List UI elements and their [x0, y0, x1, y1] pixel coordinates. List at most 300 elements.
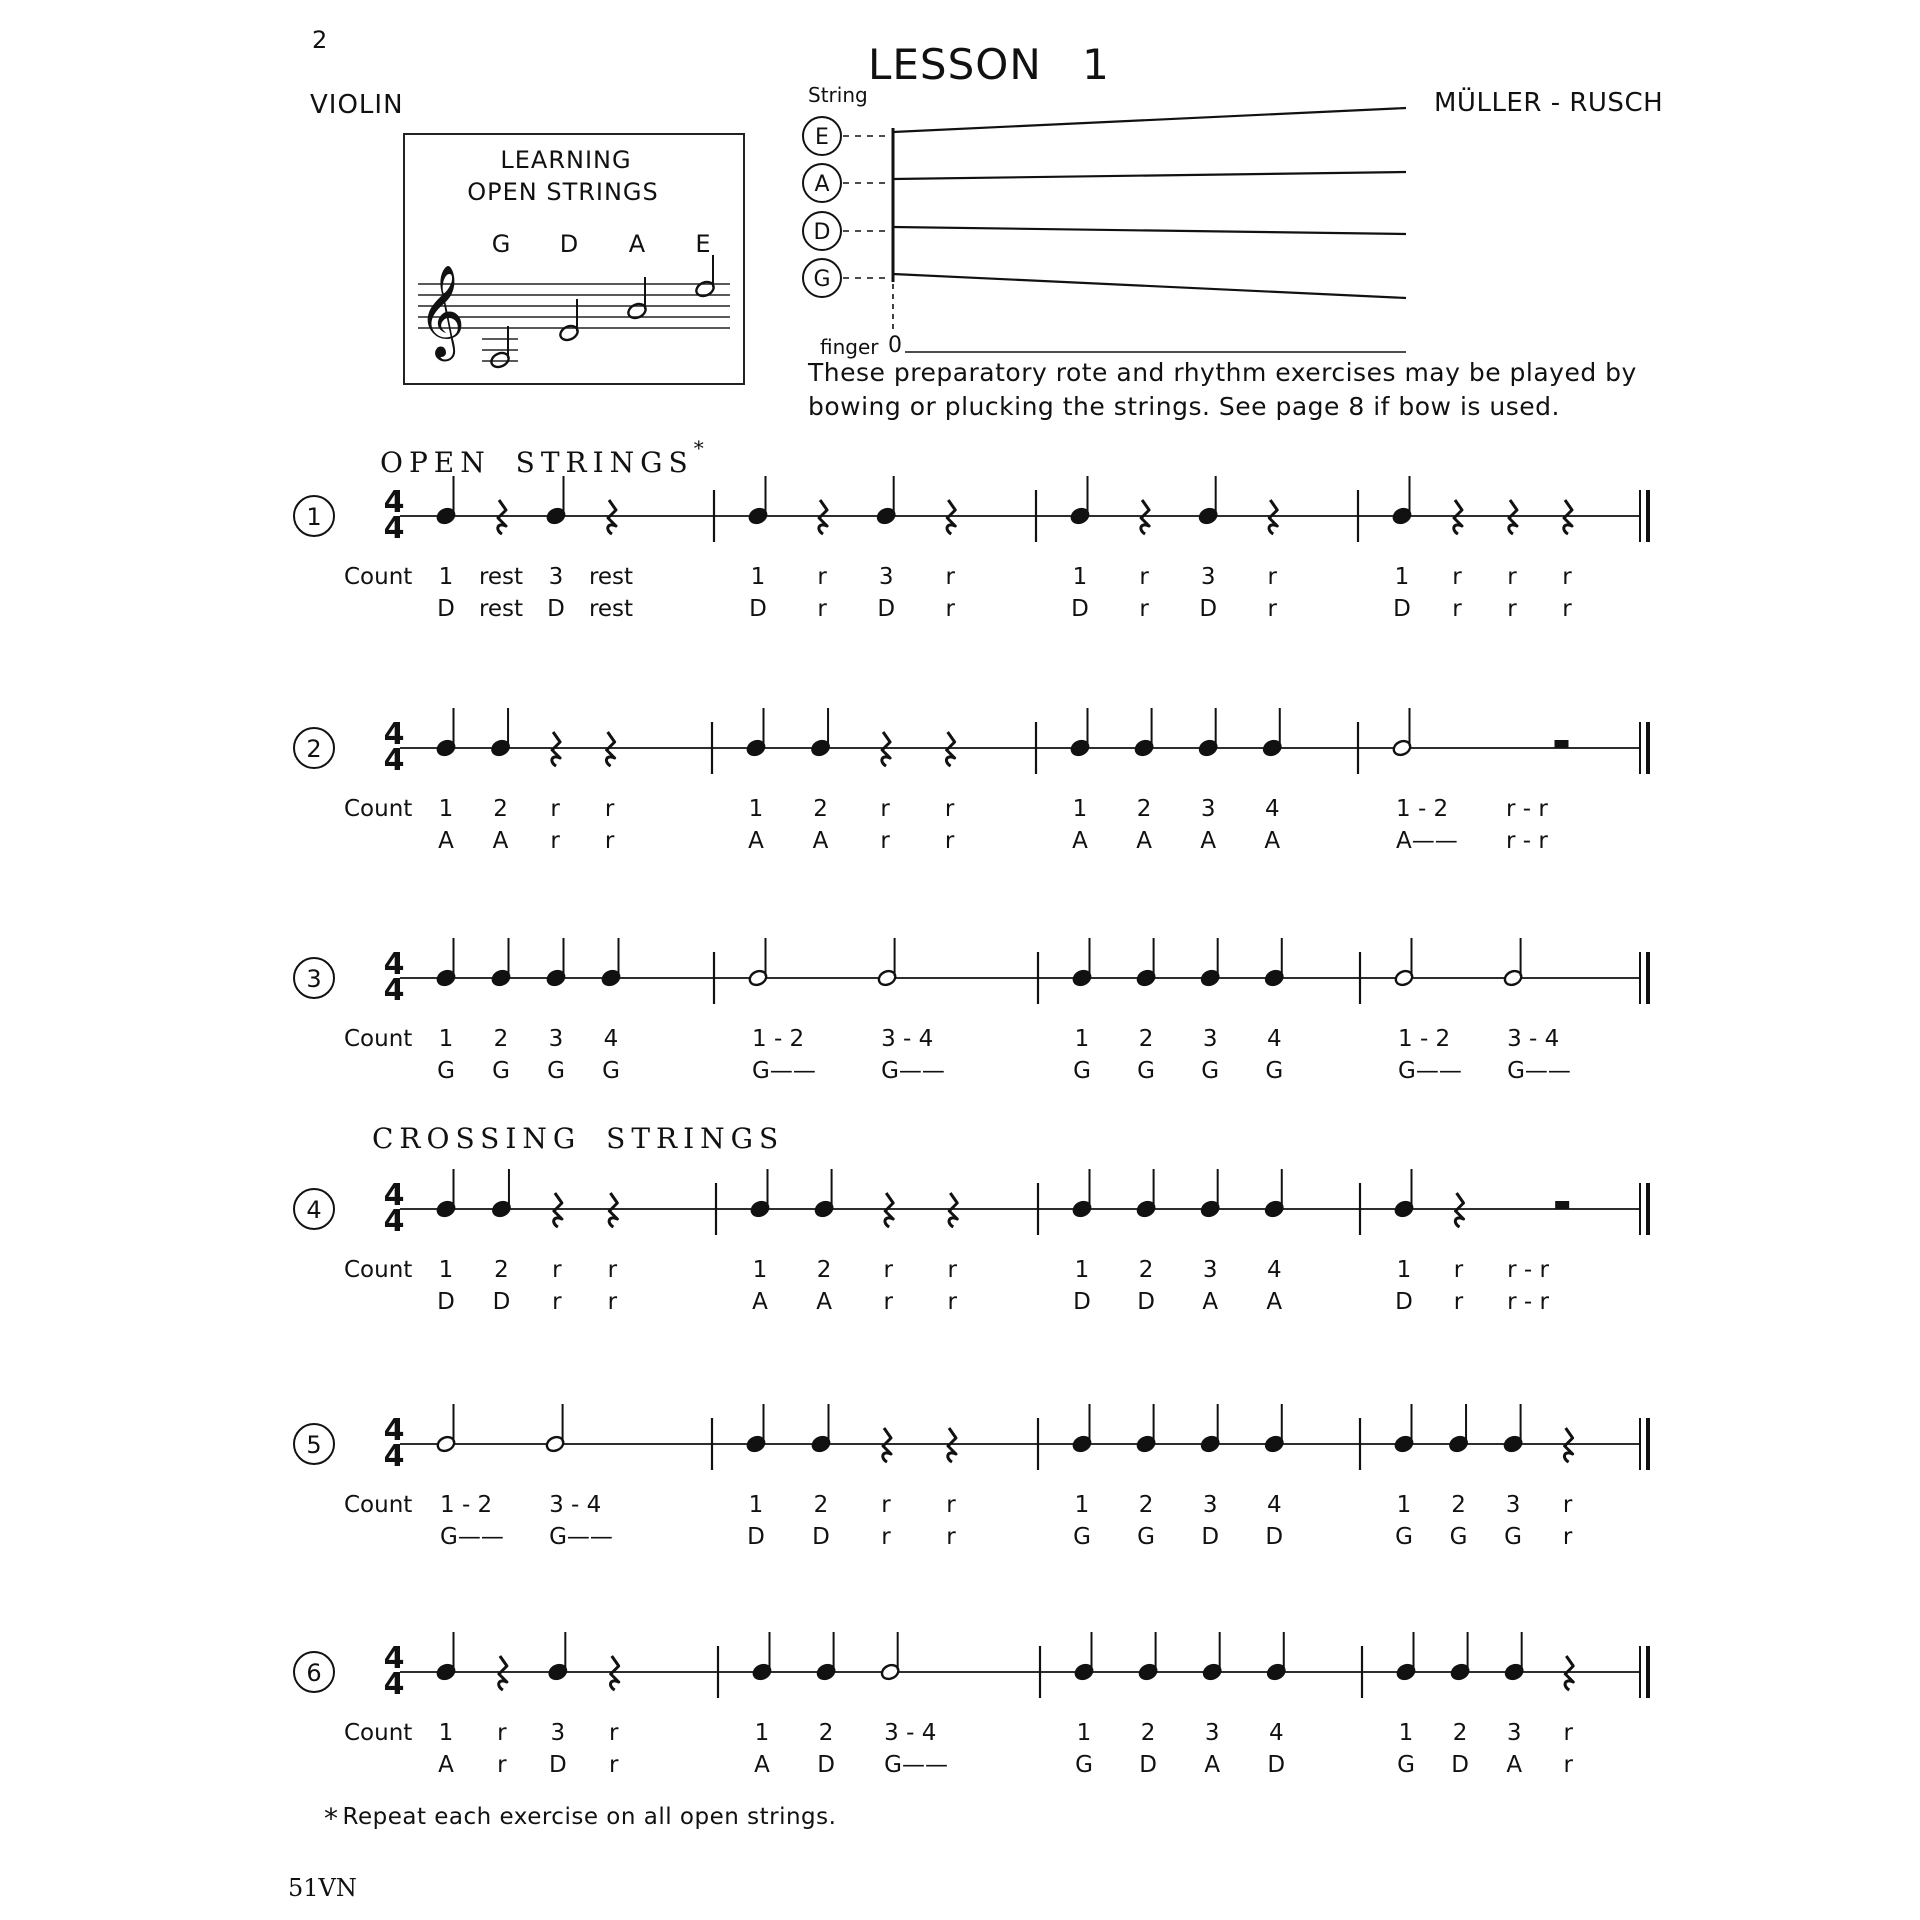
exercise-number: 5: [306, 1431, 322, 1459]
quarter-rest-icon: [948, 1428, 956, 1462]
count-label: Count: [344, 1492, 413, 1518]
string-value: G——: [881, 1058, 945, 1084]
quarter-rest-icon: [885, 1193, 893, 1227]
count-value: r: [944, 796, 955, 822]
count-value: 3: [1202, 1026, 1218, 1052]
count-value: 2: [816, 1257, 832, 1283]
count-value: 1: [1072, 564, 1088, 590]
time-signature-top: 4: [383, 1178, 405, 1213]
string-value: A: [748, 828, 764, 854]
quarter-note-icon: [1266, 1632, 1287, 1681]
learning-note-name: G: [491, 230, 511, 258]
quarter-note-icon: [810, 708, 831, 757]
quarter-note-icon: [1200, 1169, 1221, 1218]
count-value: 3: [550, 1720, 566, 1746]
count-value: 3: [1200, 796, 1216, 822]
exercise-number-circle: [294, 496, 334, 536]
exercise-number: 1: [306, 503, 322, 531]
half-note-icon: [748, 938, 769, 987]
count-value: r: [550, 796, 560, 822]
string-value: r: [1563, 1752, 1574, 1778]
quarter-note-icon: [1504, 1632, 1525, 1681]
count-value: 3: [1204, 1720, 1220, 1746]
string-name: E: [815, 125, 829, 150]
count-value: 1 - 2: [752, 1026, 805, 1052]
string-value: G: [547, 1058, 565, 1084]
quarter-note-icon: [752, 1632, 773, 1681]
count-value: 1: [1074, 1026, 1090, 1052]
quarter-note-icon: [491, 938, 512, 987]
quarter-note-icon: [436, 1169, 457, 1218]
exercise-row: [294, 1404, 1648, 1550]
string-value: D: [817, 1752, 835, 1778]
finger-number: 0: [888, 333, 902, 358]
whole-note-icon: [558, 299, 580, 343]
count-value: r: [947, 1257, 958, 1283]
count-value: r: [497, 1720, 507, 1746]
quarter-note-icon: [748, 476, 769, 525]
string-value: rest: [588, 596, 634, 622]
count-value: 1: [748, 796, 764, 822]
learning-box-title-2: OPEN STRINGS: [467, 178, 659, 206]
count-value: 3 - 4: [884, 1720, 937, 1746]
exercise-number-circle: [294, 728, 334, 768]
string-name: D: [813, 220, 831, 245]
string-value: D: [548, 1752, 567, 1778]
quarter-note-icon: [1450, 1632, 1471, 1681]
string-value: A: [1264, 828, 1281, 854]
quarter-rest-icon: [606, 732, 614, 766]
string-value: A: [754, 1752, 770, 1778]
string-value: G: [1265, 1058, 1284, 1084]
count-label: Count: [344, 1026, 413, 1052]
string-name: A: [814, 172, 830, 197]
quarter-note-icon: [1198, 476, 1219, 525]
exercise-number: 2: [306, 735, 322, 763]
string-value: r: [1562, 596, 1572, 622]
count-value: 1: [752, 1257, 768, 1283]
string-value: r: [883, 1289, 893, 1315]
exercise-row: [294, 476, 1648, 622]
count-value: r: [880, 796, 890, 822]
count-value: r: [1507, 564, 1517, 590]
string-value: r: [550, 828, 560, 854]
count-value: 4: [1264, 796, 1280, 822]
quarter-rest-icon: [1455, 1193, 1463, 1227]
quarter-rest-icon: [554, 1193, 562, 1227]
quarter-rest-icon: [947, 500, 955, 534]
whole-note-icon: [694, 255, 716, 299]
string-value: G: [1137, 1524, 1156, 1550]
string-value: r: [947, 1289, 958, 1315]
quarter-note-icon: [1072, 1404, 1093, 1453]
string-value: D: [1265, 1524, 1284, 1550]
intro-note: [808, 356, 1637, 424]
quarter-note-icon: [436, 1632, 457, 1681]
count-value: 1: [438, 1257, 454, 1283]
quarter-note-icon: [1264, 938, 1285, 987]
string-value: r: [946, 1524, 956, 1550]
count-value: 1: [754, 1720, 770, 1746]
footnote-marker: *: [324, 1802, 339, 1835]
count-value: 2: [493, 1026, 509, 1052]
count-value: 1: [748, 1492, 764, 1518]
string-value: D: [1267, 1752, 1286, 1778]
count-value: r: [881, 1492, 891, 1518]
quarter-note-icon: [1448, 1404, 1469, 1453]
time-signature-top: 4: [383, 1413, 405, 1448]
string-line: [893, 172, 1406, 179]
count-value: 1: [1074, 1492, 1090, 1518]
quarter-note-icon: [1072, 938, 1093, 987]
quarter-rest-icon: [946, 732, 954, 766]
string-name: G: [813, 267, 831, 292]
count-value: 1 - 2: [1396, 796, 1449, 822]
count-value: 4: [1266, 1257, 1282, 1283]
string-value: r: [1562, 1524, 1573, 1550]
string-value: A: [1202, 1289, 1219, 1315]
count-value: 2: [818, 1720, 834, 1746]
string-value: A: [1204, 1752, 1221, 1778]
quarter-note-icon: [1202, 1632, 1223, 1681]
string-value: r: [1453, 1289, 1464, 1315]
count-value: 1: [1076, 1720, 1092, 1746]
quarter-rest-icon: [552, 732, 560, 766]
quarter-note-icon: [816, 1632, 837, 1681]
string-value: A: [492, 828, 509, 854]
string-value: r: [497, 1752, 507, 1778]
time-signature-bottom: 4: [383, 1439, 405, 1474]
string-line: [893, 108, 1406, 132]
quarter-note-icon: [1396, 1632, 1417, 1681]
half-rest-icon: [1555, 740, 1569, 748]
quarter-note-icon: [1138, 1632, 1159, 1681]
string-value: D: [547, 596, 565, 622]
quarter-note-icon: [1136, 1404, 1157, 1453]
quarter-note-icon: [1262, 708, 1283, 757]
string-value: r: [1267, 596, 1278, 622]
string-value: r: [1139, 596, 1149, 622]
quarter-note-icon: [1070, 476, 1091, 525]
count-value: 2: [1138, 1026, 1154, 1052]
quarter-note-icon: [746, 708, 767, 757]
string-value: G: [1504, 1524, 1523, 1550]
count-value: r: [1453, 1257, 1464, 1283]
exercise-number: 4: [306, 1196, 322, 1224]
quarter-note-icon: [1136, 938, 1157, 987]
quarter-note-icon: [1264, 1404, 1285, 1453]
count-value: r: [1562, 564, 1572, 590]
count-value: r: [608, 1720, 619, 1746]
count-value: r - r: [1507, 1257, 1549, 1283]
string-line: [893, 227, 1406, 234]
count-value: 1: [1072, 796, 1088, 822]
count-value: r: [1139, 564, 1149, 590]
count-label: Count: [344, 796, 413, 822]
time-signature-bottom: 4: [383, 1667, 405, 1702]
quarter-note-icon: [1136, 1169, 1157, 1218]
count-value: r: [607, 1257, 618, 1283]
string-value: rest: [478, 596, 524, 622]
page-number: 2: [312, 26, 328, 54]
string-value: A: [812, 828, 829, 854]
quarter-rest-icon: [1564, 500, 1572, 534]
count-value: 4: [1266, 1492, 1282, 1518]
count-value: 1 - 2: [1398, 1026, 1451, 1052]
quarter-rest-icon: [1454, 500, 1462, 534]
lesson-title: LESSON 1: [868, 40, 1110, 89]
learning-note-name: A: [628, 230, 646, 258]
quarter-rest-icon: [819, 500, 827, 534]
quarter-note-icon: [1198, 708, 1219, 757]
string-value: r: [880, 828, 890, 854]
string-value: r: [607, 1289, 618, 1315]
count-value: rest: [588, 564, 634, 590]
quarter-rest-icon: [609, 1193, 617, 1227]
learning-note-name: D: [559, 230, 579, 258]
footnote-text: Repeat each exercise on all open strings.: [342, 1804, 837, 1830]
exercise-row: [294, 708, 1648, 854]
count-value: r: [1452, 564, 1462, 590]
treble-clef-icon: 𝄞: [418, 264, 466, 357]
half-note-icon: [1503, 938, 1524, 987]
count-value: 1: [1074, 1257, 1090, 1283]
whole-note-icon: [482, 326, 518, 370]
time-signature-top: 4: [383, 485, 405, 520]
count-value: rest: [478, 564, 524, 590]
string-value: D: [1393, 596, 1411, 622]
half-note-icon: [877, 938, 898, 987]
quarter-rest-icon: [883, 1428, 891, 1462]
half-note-icon: [1394, 938, 1415, 987]
quarter-note-icon: [436, 708, 457, 757]
count-value: 2: [1138, 1257, 1154, 1283]
quarter-note-icon: [814, 1169, 835, 1218]
count-value: 3 - 4: [881, 1026, 934, 1052]
string-value: A: [1072, 828, 1088, 854]
half-note-icon: [880, 1632, 901, 1681]
string-value: D: [877, 596, 896, 622]
mini-staff: [418, 255, 730, 370]
section-title-crossing-strings: CROSSING STRINGS: [372, 1122, 785, 1155]
finger-label: finger: [820, 335, 879, 359]
string-value: G: [1201, 1058, 1220, 1084]
quarter-note-icon: [1392, 476, 1413, 525]
quarter-rest-icon: [498, 500, 506, 534]
string-value: A: [438, 1752, 454, 1778]
string-value: r: [881, 1524, 891, 1550]
section-title-open-strings: [380, 436, 704, 479]
count-value: 1: [1398, 1720, 1414, 1746]
quarter-rest-icon: [611, 1656, 619, 1690]
count-value: 4: [1268, 1720, 1284, 1746]
count-value: 3: [1505, 1492, 1521, 1518]
string-value: r: [1452, 596, 1462, 622]
count-value: 3 - 4: [1507, 1026, 1560, 1052]
string-value: G: [1073, 1524, 1091, 1550]
exercise-number-circle: [294, 1189, 334, 1229]
quarter-rest-icon: [1269, 500, 1277, 534]
quarter-note-icon: [750, 1169, 771, 1218]
footnote: [324, 1798, 837, 1835]
string-value: G: [437, 1058, 455, 1084]
string-value: A: [438, 828, 454, 854]
string-value: D: [812, 1524, 830, 1550]
string-value: A: [1200, 828, 1217, 854]
quarter-note-icon: [491, 1169, 512, 1218]
string-value: G: [1449, 1524, 1468, 1550]
count-label: Count: [344, 564, 413, 590]
quarter-rest-icon: [1564, 1428, 1572, 1462]
count-value: r: [604, 796, 615, 822]
count-value: 3: [1202, 1257, 1218, 1283]
quarter-note-icon: [546, 476, 567, 525]
string-value: D: [1071, 596, 1089, 622]
string-circle: [803, 259, 841, 297]
string-value: D: [1199, 596, 1218, 622]
quarter-note-icon: [1134, 708, 1155, 757]
intro-note-line: These preparatory rote and rhythm exercises may be played by: [808, 358, 1637, 387]
count-value: r: [945, 564, 956, 590]
time-signature-bottom: 4: [383, 511, 405, 546]
quarter-rest-icon: [1509, 500, 1517, 534]
instrument-label: VIOLIN: [310, 90, 404, 120]
quarter-note-icon: [1074, 1632, 1095, 1681]
count-value: 3 - 4: [549, 1492, 602, 1518]
count-value: 1: [438, 1720, 454, 1746]
string-value: G: [1075, 1752, 1093, 1778]
exercise-row: [294, 938, 1648, 1084]
string-circle: [803, 212, 841, 250]
count-value: 2: [813, 1492, 829, 1518]
string-value: D: [1137, 1289, 1155, 1315]
exercise-number: 3: [306, 965, 322, 993]
string-value: A: [1136, 828, 1152, 854]
count-value: 1: [1396, 1492, 1412, 1518]
quarter-note-icon: [1394, 1169, 1415, 1218]
half-rest-icon: [1555, 1201, 1569, 1209]
quarter-rest-icon: [1141, 500, 1149, 534]
learning-box-title-1: LEARNING: [500, 146, 632, 174]
count-value: 2: [1138, 1492, 1154, 1518]
count-value: 1: [750, 564, 766, 590]
count-value: 1 - 2: [440, 1492, 493, 1518]
whole-note-icon: [626, 277, 648, 321]
string-value: r: [552, 1289, 562, 1315]
string-value: D: [437, 1289, 455, 1315]
time-signature-bottom: 4: [383, 743, 405, 778]
string-value: A: [1266, 1289, 1283, 1315]
exercise-number-circle: [294, 958, 334, 998]
string-value: A: [816, 1289, 832, 1315]
quarter-note-icon: [1394, 1404, 1415, 1453]
string-value: G: [1073, 1058, 1091, 1084]
exercise-number-circle: [294, 1652, 334, 1692]
string-value: r: [945, 596, 956, 622]
string-value: G——: [1507, 1058, 1571, 1084]
quarter-note-icon: [876, 476, 897, 525]
quarter-note-icon: [746, 1404, 767, 1453]
string-circle: [803, 117, 841, 155]
string-value: G: [1397, 1752, 1415, 1778]
string-circle: [803, 164, 841, 202]
quarter-note-icon: [547, 1632, 568, 1681]
count-value: r: [883, 1257, 893, 1283]
count-value: 4: [603, 1026, 619, 1052]
string-value: G——: [752, 1058, 816, 1084]
string-value: G: [1137, 1058, 1156, 1084]
quarter-note-icon: [1200, 938, 1221, 987]
string-value: r: [817, 596, 827, 622]
string-value: G——: [440, 1524, 504, 1550]
string-value: D: [437, 596, 455, 622]
count-value: 1: [438, 1026, 454, 1052]
count-value: 3: [878, 564, 894, 590]
quarter-rest-icon: [499, 1656, 507, 1690]
exercise-row: [294, 1632, 1648, 1778]
section-title-text: OPEN STRINGS: [380, 446, 694, 479]
quarter-note-icon: [1503, 1404, 1524, 1453]
count-value: 2: [1452, 1720, 1468, 1746]
count-value: r: [1563, 1720, 1574, 1746]
string-value: D: [1073, 1289, 1091, 1315]
count-value: 2: [1136, 796, 1152, 822]
time-signature-bottom: 4: [383, 973, 405, 1008]
string-line: [893, 274, 1406, 298]
string-value: G——: [884, 1752, 949, 1778]
quarter-note-icon: [1200, 1404, 1221, 1453]
string-value: G——: [1398, 1058, 1462, 1084]
string-label: String: [808, 83, 868, 107]
string-value: D: [1451, 1752, 1469, 1778]
exercise-number: 6: [306, 1659, 322, 1687]
half-note-icon: [545, 1404, 566, 1453]
count-value: 2: [813, 796, 828, 822]
quarter-note-icon: [546, 938, 567, 987]
count-value: r: [1267, 564, 1278, 590]
count-value: 3: [1506, 1720, 1522, 1746]
footer-code: 51VN: [288, 1874, 357, 1902]
count-value: r: [1562, 1492, 1573, 1518]
time-signature-top: 4: [383, 947, 405, 982]
string-value: G——: [549, 1524, 613, 1550]
string-value: D: [1395, 1289, 1413, 1315]
string-value: r - r: [1507, 1289, 1549, 1315]
learning-note-name: E: [695, 230, 711, 258]
time-signature-top: 4: [383, 1641, 405, 1676]
string-value: D: [747, 1524, 765, 1550]
string-value: r: [608, 1752, 619, 1778]
count-value: 2: [1451, 1492, 1466, 1518]
count-value: 3: [548, 1026, 564, 1052]
count-value: 1: [1394, 564, 1410, 590]
footnote-marker: *: [693, 436, 704, 460]
string-value: r: [1507, 596, 1517, 622]
string-value: A: [1506, 1752, 1523, 1778]
quarter-rest-icon: [1565, 1656, 1573, 1690]
exercise-number-circle: [294, 1424, 334, 1464]
quarter-note-icon: [436, 476, 457, 525]
quarter-note-icon: [811, 1404, 832, 1453]
string-value: r: [944, 828, 955, 854]
quarter-rest-icon: [608, 500, 616, 534]
string-value: r: [604, 828, 615, 854]
count-value: 1: [438, 564, 454, 590]
string-value: D: [1201, 1524, 1220, 1550]
string-value: G: [1395, 1524, 1413, 1550]
time-signature-top: 4: [383, 717, 405, 752]
string-value: A: [752, 1289, 768, 1315]
